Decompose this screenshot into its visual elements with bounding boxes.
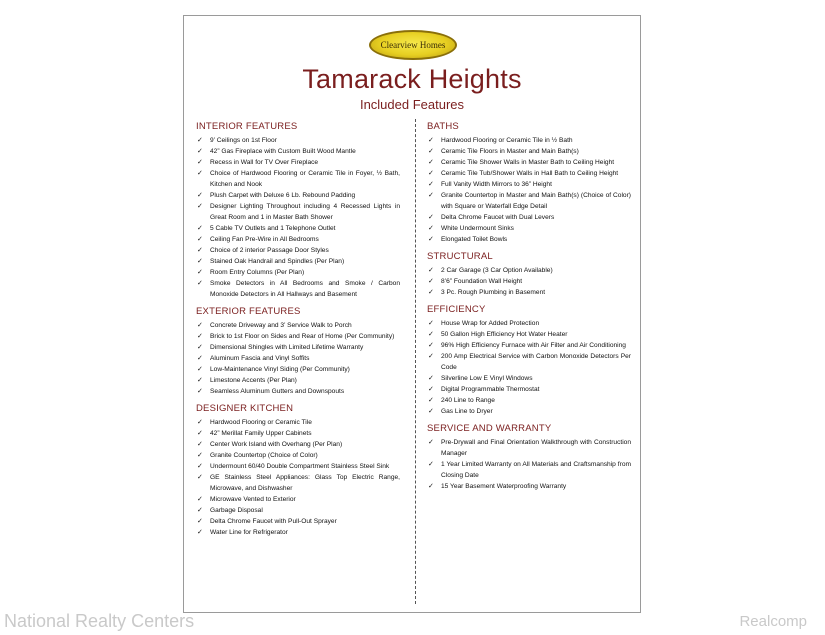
feature-text: Low-Maintenance Vinyl Siding (Per Community) <box>210 366 350 373</box>
section-title: INTERIOR FEATURES <box>196 121 298 132</box>
feature-item <box>427 179 631 190</box>
feature-list <box>427 265 631 298</box>
checkmark-icon: ✓ <box>428 408 434 415</box>
checkmark-icon: ✓ <box>428 439 434 446</box>
feature-text: 8’6” Foundation Wall Height <box>441 278 523 285</box>
checkmark-icon: ✓ <box>197 280 203 287</box>
feature-text: Stained Oak Handrail and Spindles (Per Plan) <box>210 258 345 265</box>
feature-text: 96% High Efficiency Furnace with Air Filter and Air Conditioning <box>441 342 626 349</box>
checkmark-icon: ✓ <box>428 320 434 327</box>
feature-item <box>427 146 631 157</box>
feature-text: Undermount 60/40 Double Compartment Stainless Steel Sink <box>210 463 390 470</box>
feature-text: Limestone Accents (Per Plan) <box>210 377 297 384</box>
checkmark-icon: ✓ <box>428 225 434 232</box>
feature-item <box>427 340 631 351</box>
feature-item <box>196 364 400 375</box>
feature-item <box>196 428 400 439</box>
feature-item <box>196 267 400 278</box>
feature-section <box>196 121 400 300</box>
feature-item <box>196 278 400 300</box>
section-title: DESIGNER KITCHEN <box>196 403 294 414</box>
feature-text: Microwave Vented to Exterior <box>210 496 296 503</box>
feature-text: Seamless Aluminum Gutters and Downspouts <box>210 388 345 395</box>
feature-item <box>427 437 631 459</box>
feature-text: Granite Countertop in Master and Main Bath(s) (Choice of Color) with Square or Waterfall Edge Detail <box>441 192 631 210</box>
feature-item <box>427 351 631 373</box>
feature-list <box>427 135 631 245</box>
feature-text: Pre-Drywall and Final Orientation Walkthrough with Construction Manager <box>441 439 631 457</box>
builder-logo-text: Clearview Homes <box>380 40 446 50</box>
feature-text: Hardwood Flooring or Ceramic Tile <box>210 419 312 426</box>
builder-logo <box>369 30 457 60</box>
feature-text: Dimensional Shingles with Limited Lifetime Warranty <box>210 344 364 351</box>
feature-text: Center Work Island with Overhang (Per Plan) <box>210 441 343 448</box>
feature-item <box>196 439 400 450</box>
checkmark-icon: ✓ <box>428 397 434 404</box>
feature-text: Choice of 2 interior Passage Door Styles <box>210 247 329 254</box>
checkmark-icon: ✓ <box>428 386 434 393</box>
feature-section <box>427 121 631 245</box>
feature-text: Garbage Disposal <box>210 507 263 514</box>
checkmark-icon: ✓ <box>197 463 203 470</box>
feature-item <box>196 461 400 472</box>
checkmark-icon: ✓ <box>197 225 203 232</box>
checkmark-icon: ✓ <box>197 366 203 373</box>
feature-item <box>427 212 631 223</box>
checkmark-icon: ✓ <box>197 430 203 437</box>
feature-item <box>427 265 631 276</box>
checkmark-icon: ✓ <box>197 148 203 155</box>
section-title: STRUCTURAL <box>427 251 493 262</box>
watermark-broker: National Realty Centers <box>4 611 195 631</box>
checkmark-icon: ✓ <box>428 192 434 199</box>
feature-text: Ceramic Tile Tub/Shower Walls in Hall Bath to Ceiling Height <box>441 170 619 177</box>
feature-text: White Undermount Sinks <box>441 225 514 232</box>
feature-text: 5 Cable TV Outlets and 1 Telephone Outlet <box>210 225 336 232</box>
checkmark-icon: ✓ <box>197 247 203 254</box>
feature-item <box>196 417 400 428</box>
feature-text: 42” Merillat Family Upper Cabinets <box>210 430 312 437</box>
feature-text: Choice of Hardwood Flooring or Ceramic Tile in Foyer, ½ Bath, Kitchen and Nook <box>210 170 400 188</box>
feature-text: Full Vanity Width Mirrors to 36” Height <box>441 181 552 188</box>
feature-item <box>196 516 400 527</box>
checkmark-icon: ✓ <box>197 236 203 243</box>
feature-text: 2 Car Garage (3 Car Option Available) <box>441 267 553 274</box>
checkmark-icon: ✓ <box>428 375 434 382</box>
feature-item <box>196 135 400 146</box>
checkmark-icon: ✓ <box>197 388 203 395</box>
feature-text: Aluminum Fascia and Vinyl Soffits <box>210 355 310 362</box>
feature-section <box>427 251 631 298</box>
feature-item <box>196 386 400 397</box>
feature-list <box>427 437 631 492</box>
checkmark-icon: ✓ <box>428 137 434 144</box>
feature-item <box>427 384 631 395</box>
feature-text: Room Entry Columns (Per Plan) <box>210 269 305 276</box>
feature-item <box>196 472 400 494</box>
checkmark-icon: ✓ <box>428 267 434 274</box>
feature-item <box>427 287 631 298</box>
checkmark-icon: ✓ <box>197 419 203 426</box>
feature-text: Elongated Toilet Bowls <box>441 236 508 243</box>
feature-text: Brick to 1st Floor on Sides and Rear of Home (Per Community) <box>210 333 395 340</box>
checkmark-icon: ✓ <box>428 483 434 490</box>
feature-item <box>427 135 631 146</box>
watermark-mls: Realcomp <box>739 613 807 630</box>
checkmark-icon: ✓ <box>197 333 203 340</box>
feature-item <box>196 331 400 342</box>
checkmark-icon: ✓ <box>428 236 434 243</box>
feature-list <box>196 417 400 538</box>
checkmark-icon: ✓ <box>428 170 434 177</box>
feature-item <box>196 505 400 516</box>
feature-text: Water Line for Refrigerator <box>210 529 288 536</box>
feature-item <box>196 168 400 190</box>
checkmark-icon: ✓ <box>197 496 203 503</box>
section-title: BATHS <box>427 121 459 132</box>
feature-item <box>427 318 631 329</box>
feature-item <box>196 201 400 223</box>
section-title: SERVICE AND WARRANTY <box>427 423 552 434</box>
feature-section <box>196 306 400 397</box>
feature-item <box>427 276 631 287</box>
feature-item <box>196 245 400 256</box>
feature-sheet <box>183 15 641 613</box>
feature-text: Recess in Wall for TV Over Fireplace <box>210 159 319 166</box>
checkmark-icon: ✓ <box>428 214 434 221</box>
checkmark-icon: ✓ <box>197 192 203 199</box>
checkmark-icon: ✓ <box>428 461 434 468</box>
feature-text: 9’ Ceilings on 1st Floor <box>210 137 277 144</box>
feature-text: Plush Carpet with Deluxe 6 Lb. Rebound Padding <box>210 192 356 199</box>
feature-text: 15 Year Basement Waterproofing Warranty <box>441 483 567 490</box>
checkmark-icon: ✓ <box>428 148 434 155</box>
checkmark-icon: ✓ <box>428 353 434 360</box>
feature-item <box>427 168 631 179</box>
feature-text: Concrete Driveway and 3’ Service Walk to Porch <box>210 322 352 329</box>
checkmark-icon: ✓ <box>428 342 434 349</box>
feature-text: Hardwood Flooring or Ceramic Tile in ½ Bath <box>441 137 573 144</box>
feature-item <box>427 373 631 384</box>
feature-item <box>427 223 631 234</box>
checkmark-icon: ✓ <box>197 170 203 177</box>
feature-section <box>427 423 631 492</box>
feature-item <box>427 190 631 212</box>
feature-text: House Wrap for Added Protection <box>441 320 540 327</box>
left-column <box>196 121 400 544</box>
feature-text: 200 Amp Electrical Service with Carbon Monoxide Detectors Per Code <box>441 353 631 371</box>
checkmark-icon: ✓ <box>428 278 434 285</box>
feature-text: 3 Pc. Rough Plumbing in Basement <box>441 289 546 296</box>
feature-text: Silverline Low E Vinyl Windows <box>441 375 533 382</box>
feature-list <box>427 318 631 417</box>
checkmark-icon: ✓ <box>197 203 203 210</box>
feature-text: Ceiling Fan Pre-Wire in All Bedrooms <box>210 236 319 243</box>
feature-item <box>196 157 400 168</box>
feature-item <box>196 494 400 505</box>
community-title: Tamarack Heights <box>302 64 522 94</box>
feature-text: Ceramic Tile Floors in Master and Main Bath(s) <box>441 148 579 155</box>
checkmark-icon: ✓ <box>197 269 203 276</box>
feature-text: 50 Gallon High Efficiency Hot Water Heater <box>441 331 568 338</box>
checkmark-icon: ✓ <box>428 331 434 338</box>
checkmark-icon: ✓ <box>197 529 203 536</box>
feature-section <box>427 304 631 417</box>
feature-text: Ceramic Tile Shower Walls in Master Bath to Ceiling Height <box>441 159 615 166</box>
checkmark-icon: ✓ <box>428 289 434 296</box>
feature-item <box>196 527 400 538</box>
feature-text: 1 Year Limited Warranty on All Materials and Craftsmanship from Closing Date <box>441 461 631 479</box>
feature-item <box>196 320 400 331</box>
feature-text: Delta Chrome Faucet with Pull-Out Sprayer <box>210 518 337 525</box>
section-title: EXTERIOR FEATURES <box>196 306 301 317</box>
checkmark-icon: ✓ <box>197 159 203 166</box>
feature-item <box>196 353 400 364</box>
feature-section <box>196 403 400 538</box>
feature-item <box>427 459 631 481</box>
feature-list <box>196 135 400 300</box>
checkmark-icon: ✓ <box>197 441 203 448</box>
feature-text: Digital Programmable Thermostat <box>441 386 540 393</box>
feature-text: Delta Chrome Faucet with Dual Levers <box>441 214 555 221</box>
checkmark-icon: ✓ <box>428 159 434 166</box>
feature-item <box>196 223 400 234</box>
feature-item <box>196 342 400 353</box>
checkmark-icon: ✓ <box>197 507 203 514</box>
feature-text: Designer Lighting Throughout including 4 Recessed Lights in Great Room and 1 in Master Bath Shower <box>210 203 400 221</box>
section-title: EFFICIENCY <box>427 304 486 315</box>
column-divider <box>415 119 417 604</box>
feature-text: Smoke Detectors in All Bedrooms and Smoke / Carbon Monoxide Detectors in All Hallways and Basement <box>210 280 400 298</box>
feature-text: GE Stainless Steel Appliances: Glass Top Electric Range, Microwave, and Dishwasher <box>210 474 400 492</box>
feature-item <box>427 395 631 406</box>
feature-item <box>427 406 631 417</box>
feature-text: Gas Line to Dryer <box>441 408 493 415</box>
feature-item <box>427 481 631 492</box>
feature-item <box>196 450 400 461</box>
feature-item <box>196 256 400 267</box>
feature-text: Granite Countertop (Choice of Color) <box>210 452 318 459</box>
checkmark-icon: ✓ <box>428 181 434 188</box>
feature-list <box>196 320 400 397</box>
right-column <box>427 121 631 498</box>
feature-item <box>427 157 631 168</box>
checkmark-icon: ✓ <box>197 452 203 459</box>
checkmark-icon: ✓ <box>197 518 203 525</box>
feature-item <box>196 146 400 157</box>
feature-item <box>427 234 631 245</box>
feature-item <box>196 190 400 201</box>
feature-item <box>427 329 631 340</box>
sheet-subtitle: Included Features <box>359 97 465 112</box>
checkmark-icon: ✓ <box>197 258 203 265</box>
checkmark-icon: ✓ <box>197 137 203 144</box>
checkmark-icon: ✓ <box>197 377 203 384</box>
feature-item <box>196 234 400 245</box>
checkmark-icon: ✓ <box>197 474 203 481</box>
feature-text: 240 Line to Range <box>441 397 495 404</box>
checkmark-icon: ✓ <box>197 344 203 351</box>
feature-text: 42” Gas Fireplace with Custom Built Wood Mantle <box>210 148 356 155</box>
checkmark-icon: ✓ <box>197 355 203 362</box>
feature-item <box>196 375 400 386</box>
checkmark-icon: ✓ <box>197 322 203 329</box>
